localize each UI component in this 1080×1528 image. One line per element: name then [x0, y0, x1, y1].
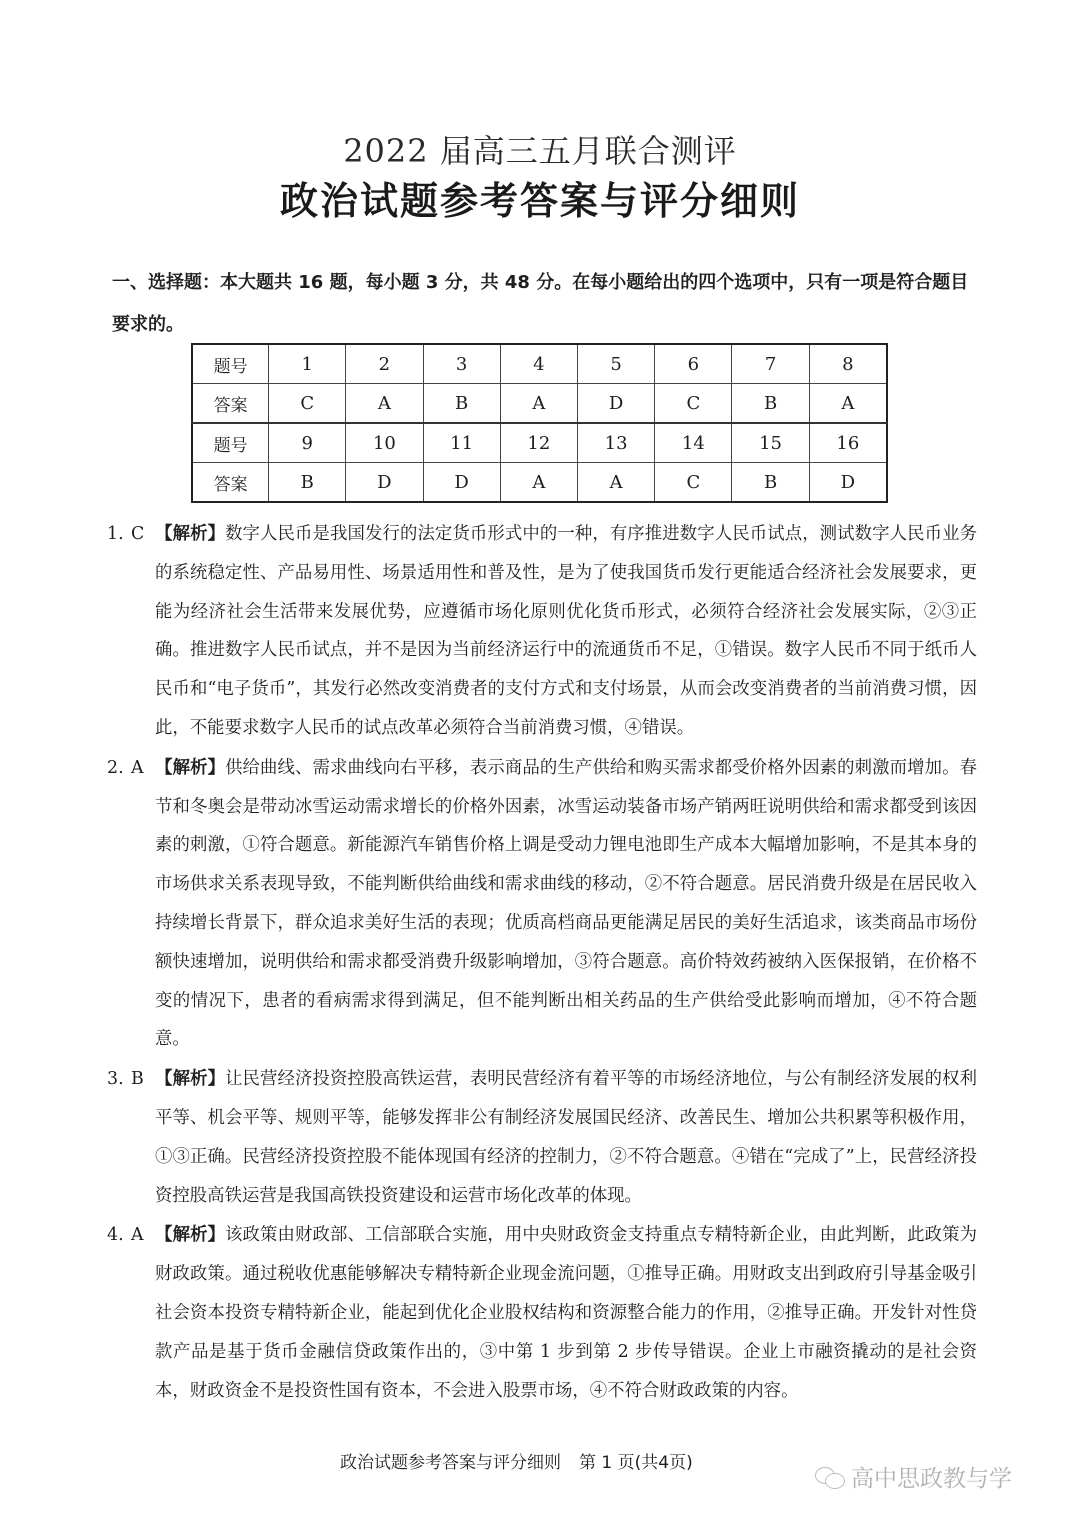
answer-cell: A — [346, 384, 423, 424]
item-number: 4. — [107, 1225, 124, 1246]
explanation-item-4 — [107, 1216, 977, 1410]
item-answer: C — [131, 524, 145, 544]
answer-cell: C — [655, 463, 732, 503]
analysis-tag: 【解析】 — [155, 757, 226, 778]
question-number: 6 — [655, 344, 732, 384]
explanation-item-3 — [107, 1060, 977, 1215]
item-answer: A — [131, 1225, 144, 1246]
question-number: 9 — [269, 423, 346, 463]
answer-cell: A — [809, 384, 887, 424]
analysis-tag: 【解析】 — [155, 1069, 226, 1090]
table-row-answers-1 — [192, 384, 887, 424]
explanation-text: 供给曲线、需求曲线向右平移，表示商品的生产供给和购买需求都受价格外因素的刺激而增加。春节和冬奥会是带动冰雪运动需求增长的价格外因素，冰雪运动装备市场产销两旺说明供给和需求都受到该因素的刺激，①符合题意。新能源汽车销售价格上调是受动力锂电池即生产成本大幅增加影响，不是其本身的市场供求关系表现导致，不能判断供给曲线和需求曲线的移动，②不符合题意。居民消费升级是在居民收入持续增长背景下，群众追求美好生活的表现；优质高档商品更能满足居民的美好生活追求，该类商品市场份额快速增加，说明供给和需求都受消费升级影响增加，③符合题意。高价特效药被纳入医保报销，在价格不变的情况下，患者的看病需求得到满足，但不能判断出相关药品的生产供给受此影响而增加，④不符合题意。 — [155, 757, 977, 1050]
row-label: 答案 — [192, 463, 269, 503]
row-label: 题号 — [192, 344, 269, 384]
answer-cell: D — [577, 384, 654, 424]
table-row-questions-1 — [192, 344, 887, 384]
watermark-text: 高中思政教与学 — [851, 1466, 1012, 1492]
answer-cell: C — [655, 384, 732, 424]
table-row-answers-2 — [192, 463, 887, 503]
question-number: 12 — [500, 423, 577, 463]
table-row-questions-2 — [192, 423, 887, 463]
row-label: 答案 — [192, 384, 269, 424]
item-number: 1. — [107, 524, 124, 544]
question-number: 1 — [269, 344, 346, 384]
question-number: 14 — [655, 423, 732, 463]
footer-doc-name: 政治试题参考答案与评分细则 — [340, 1453, 561, 1473]
explanation-item-1 — [107, 515, 977, 748]
answer-cell: A — [500, 463, 577, 503]
document-title: 政治试题参考答案与评分细则 — [279, 179, 800, 223]
page-number: 第 1 页(共4页) — [579, 1453, 693, 1473]
answer-cell: B — [732, 384, 809, 424]
answer-cell: D — [423, 463, 500, 503]
item-number: 3. — [107, 1069, 124, 1090]
question-number: 11 — [423, 423, 500, 463]
question-number: 4 — [500, 344, 577, 384]
wechat-icon — [815, 1465, 845, 1489]
answer-cell: B — [732, 463, 809, 503]
explanation-item-2 — [107, 749, 977, 1059]
answer-cell: D — [346, 463, 423, 503]
question-number: 7 — [732, 344, 809, 384]
question-number: 2 — [346, 344, 423, 384]
answer-table — [191, 343, 888, 503]
section-instruction: 一、选择题：本大题共 16 题，每小题 3 分，共 48 分。在每小题给出的四个选项中，只有一项是符合题目要求的。 — [112, 272, 969, 335]
exam-title: 2022 届高三五月联合测评 — [343, 132, 737, 170]
question-number: 16 — [809, 423, 887, 463]
item-answer: A — [131, 757, 144, 778]
question-number: 15 — [732, 423, 809, 463]
row-label: 题号 — [192, 423, 269, 463]
question-number: 3 — [423, 344, 500, 384]
page-footer — [340, 1448, 711, 1473]
question-number: 10 — [346, 423, 423, 463]
answer-cell: D — [809, 463, 887, 503]
analysis-tag: 【解析】 — [155, 1225, 226, 1246]
explanation-text: 数字人民币是我国发行的法定货币形式中的一种，有序推进数字人民币试点，测试数字人民币业务的系统稳定性、产品易用性、场景适用性和普及性，是为了使我国货币发行更能适合经济社会发展要求，更能为经济社会生活带来发展优势，应遵循市场化原则优化货币形式，必须符合经济社会发展实际，②③正确。推进数字人民币试点，并不是因为当前经济运行中的流通货币不足，①错误。数字人民币不同于纸币人民币和“电子货币”，其发行必然改变消费者的支付方式和支付场景，从而会改变消费者的当前消费习惯，因此，不能要求数字人民币的试点改革必须符合当前消费习惯，④错误。 — [155, 524, 977, 738]
answer-cell: A — [500, 384, 577, 424]
question-number: 13 — [577, 423, 654, 463]
answer-cell: A — [577, 463, 654, 503]
question-number: 8 — [809, 344, 887, 384]
explanation-text: 让民营经济投资控股高铁运营，表明民营经济有着平等的市场经济地位，与公有制经济发展的权利平等、机会平等、规则平等，能够发挥非公有制经济发展国民经济、改善民生、增加公共积累等积极作用，①③正确。民营经济投资控股不能体现国有经济的控制力，②不符合题意。④错在“完成了”上，民营经济投资控股高铁运营是我国高铁投资建设和运营市场化改革的体现。 — [155, 1069, 977, 1206]
explanation-text: 该政策由财政部、工信部联合实施，用中央财政资金支持重点专精特新企业，由此判断，此政策为财政政策。通过税收优惠能够解决专精特新企业现金流问题，①推导正确。用财政支出到政府引导基金吸引社会资本投资专精特新企业，能起到优化企业股权结构和资源整合能力的作用，②推导正确。开发针对性贷款产品是基于货币金融信贷政策作出的，③中第 1 步到第 2 步传导错误。企业上市融资撬动的是社会资本，财政资金不是投资性国有资本，不会进入股票市场，④不符合财政政策的内容。 — [155, 1225, 977, 1401]
answer-cell: B — [423, 384, 500, 424]
item-number: 2. — [107, 757, 124, 778]
answer-cell: C — [269, 384, 346, 424]
item-answer: B — [131, 1069, 144, 1090]
analysis-tag: 【解析】 — [155, 524, 226, 544]
question-number: 5 — [577, 344, 654, 384]
watermark — [815, 1460, 1012, 1493]
answer-cell: B — [269, 463, 346, 503]
explanation-list — [107, 515, 977, 1411]
